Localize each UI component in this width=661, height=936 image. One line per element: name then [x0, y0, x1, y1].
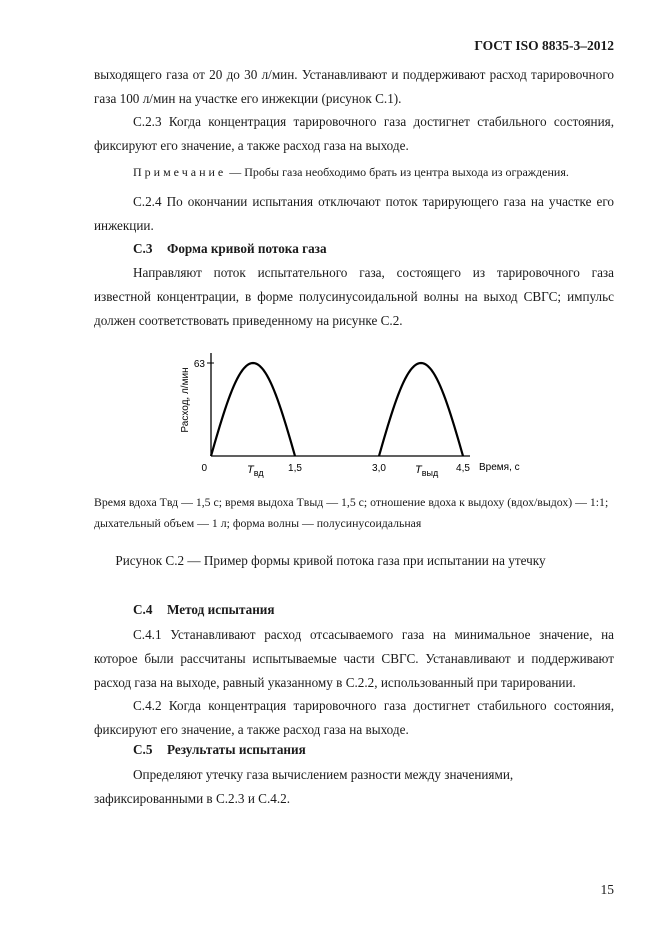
heading-c5 [133, 738, 306, 762]
paragraph-c23: С.2.3 Когда концентрация тарировочного газа достигнет стабильного состояния, фиксируют его значение, а также расход газа на выходе. [94, 114, 614, 153]
x-axis-label: Время, с [479, 462, 520, 473]
series-line-1 [211, 363, 295, 456]
document-header: ГОСТ ISO 8835-3–2012 [474, 38, 614, 53]
note-label: Примечание [133, 165, 227, 179]
paragraph-c5-line2: зафиксированными в С.2.3 и С.4.2. [94, 791, 291, 806]
figure-legend: Время вдоха Tвд — 1,5 с; время выдоха Tвыд — 1,5 с; отношение вдоха к выдоху (вдох/выдох) — 1:1; дыхательный объем — 1 л; форма волны — полусинусоидальная [94, 495, 609, 530]
paragraph-c3: Направляют поток испытательного газа, состоящего из тарировочного газа известной концентрации, в форме полусинусоидальной волны на выход СВГС; импульс должен соответствовать приведенному на рисунке С.2. [94, 265, 614, 328]
paragraph-c22-cont: выходящего газа от 20 до 30 л/мин. Устанавливают и поддерживают расход тарировочного газа 100 л/мин на участке его инжекции (рисунок С.1). [94, 67, 614, 106]
heading-c5-title: Результаты испытания [167, 742, 306, 757]
y-axis-label: Расход, л/мин [180, 367, 191, 433]
note-text: — Пробы газа необходимо брать из центра выхода из ограждения. [226, 165, 569, 179]
interval-label: $T_{выд}$ [415, 464, 439, 478]
x-tick-label: 4,5 [456, 463, 470, 474]
note [133, 162, 569, 182]
page-number: 15 [600, 882, 614, 897]
heading-c4-number: С.4 [133, 602, 153, 617]
paragraph-c41: С.4.1 Устанавливают расход отсасываемого газа на минимальное значение, на которое были рассчитаны испытываемые части СВГС. Устанавливают и поддерживают расход газа на выходе, равный указанному в С.2.2, использованный при тарировании. [94, 627, 614, 690]
paragraph-c5-line1: Определяют утечку газа вычислением разности между значениями, [133, 767, 514, 782]
heading-c3-title: Форма кривой потока газа [167, 241, 327, 256]
y-tick-label: 63 [193, 359, 205, 370]
paragraph-c24: С.2.4 По окончании испытания отключают поток тарирующего газа на участке его инжекции. [94, 194, 614, 233]
heading-c3 [133, 237, 327, 261]
series-line-2 [379, 363, 463, 456]
figure-caption: Рисунок С.2 — Пример формы кривой потока газа при испытании на утечку [115, 553, 546, 568]
paragraph-c42: С.4.2 Когда концентрация тарировочного газа достигнет стабильного состояния, фиксируют его значение, а также расход газа на выходе. [94, 698, 614, 737]
x-tick-label: 1,5 [288, 463, 302, 474]
interval-label: $T_{вд}$ [247, 464, 264, 478]
heading-c3-number: С.3 [133, 241, 153, 256]
heading-c4-title: Метод испытания [167, 602, 275, 617]
heading-c5-number: С.5 [133, 742, 153, 757]
x-tick-label: 3,0 [372, 463, 386, 474]
flow-curve-chart [170, 345, 550, 485]
x-tick-label: 0 [201, 463, 207, 474]
heading-c4 [133, 598, 275, 622]
